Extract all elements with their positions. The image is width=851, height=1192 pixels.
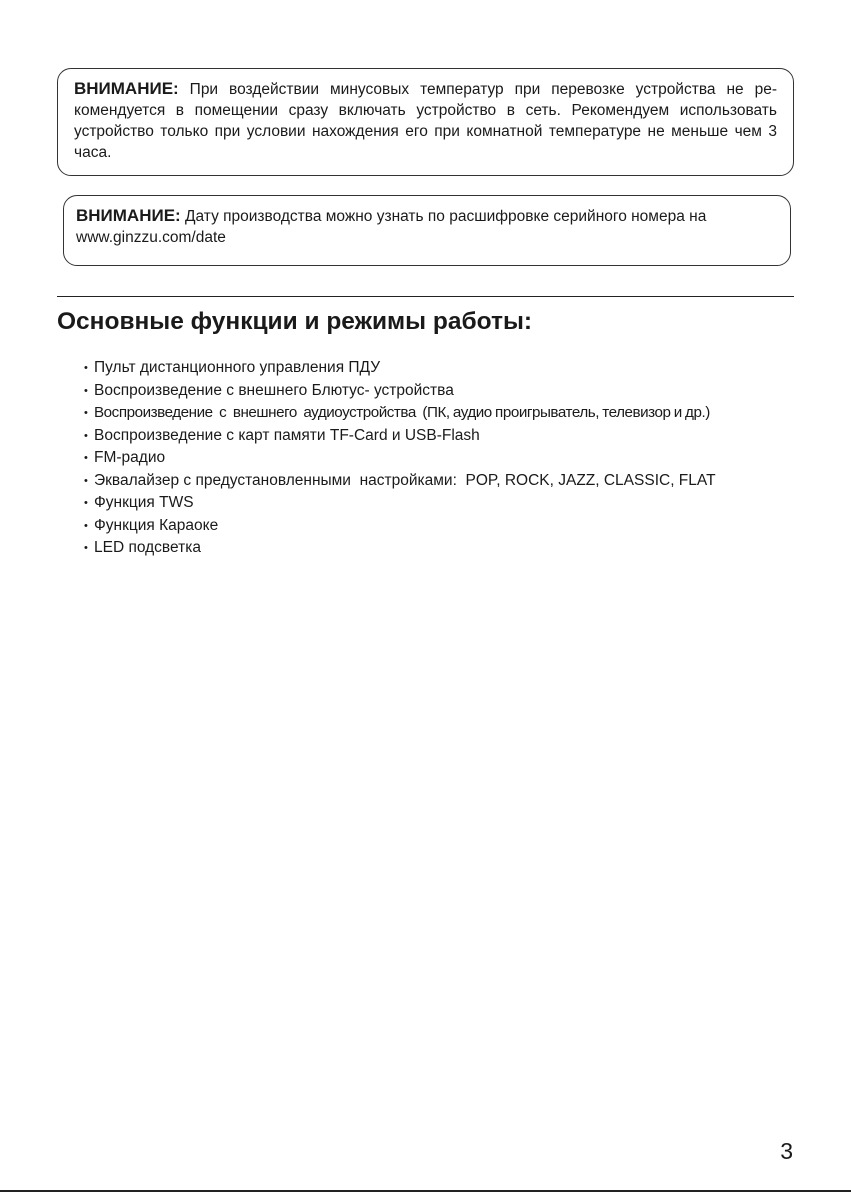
- bullet: •: [84, 384, 88, 397]
- list-item: [84, 537, 796, 560]
- list-item: [84, 402, 796, 425]
- bullet: •: [84, 362, 88, 374]
- warning-box-production-date: [63, 195, 791, 266]
- list-item-text: LED подсветка: [94, 539, 201, 556]
- list-item-text: Воспроизведение с внешнего аудиоустройства (ПК, аудио проигрыватель, телевизор и др.): [94, 404, 710, 421]
- list-item: [84, 380, 796, 403]
- list-item-text: Функция Караоке: [94, 516, 219, 534]
- list-item-text: FM-радио: [94, 449, 166, 466]
- warning-label: ВНИМАНИЕ:: [74, 79, 179, 98]
- warning-text: При воздействии минусовых температур при перевозке устройства не ре-комендуется в помещении сразу включать устройство в сеть. Рекомендуем использовать устройство только при условии нахождения его при комнатной температуре не меньше чем 3 часа.: [74, 81, 777, 161]
- list-item-text: Воспроизведение с внешнего Блютус- устройства: [94, 381, 454, 399]
- warning-label: ВНИМАНИЕ:: [76, 206, 181, 225]
- list-item: [84, 425, 796, 448]
- bullet: •: [84, 542, 88, 554]
- list-item-text: Функция TWS: [94, 494, 194, 511]
- list-item-text: Эквалайзер с предустановленными настройками: POP, ROCK, JAZZ, CLASSIC, FLAT: [94, 471, 716, 489]
- warning-box-temperature: [57, 68, 794, 176]
- page-number: 3: [780, 1138, 793, 1164]
- bullet: •: [84, 474, 88, 487]
- list-item-text: Воспроизведение с карт памяти TF-Card и USB-Flash: [94, 426, 480, 444]
- bullet: •: [84, 452, 88, 464]
- list-item: [84, 515, 796, 538]
- bullet: •: [84, 519, 88, 532]
- bullet: •: [84, 407, 88, 419]
- warning-text: Дату производства можно узнать по расшифровке серийного номера на www.ginzzu.com/date: [76, 208, 707, 246]
- list-item-text: Пульт дистанционного управления ПДУ: [94, 359, 381, 376]
- section-divider: [57, 296, 794, 297]
- list-item: [84, 470, 796, 493]
- list-item: [84, 492, 796, 515]
- list-item: [84, 357, 796, 380]
- features-list: [84, 357, 796, 560]
- bullet: •: [84, 497, 88, 509]
- list-item: [84, 447, 796, 470]
- bullet: •: [84, 429, 88, 442]
- section-title: Основные функции и режимы работы:: [57, 308, 533, 335]
